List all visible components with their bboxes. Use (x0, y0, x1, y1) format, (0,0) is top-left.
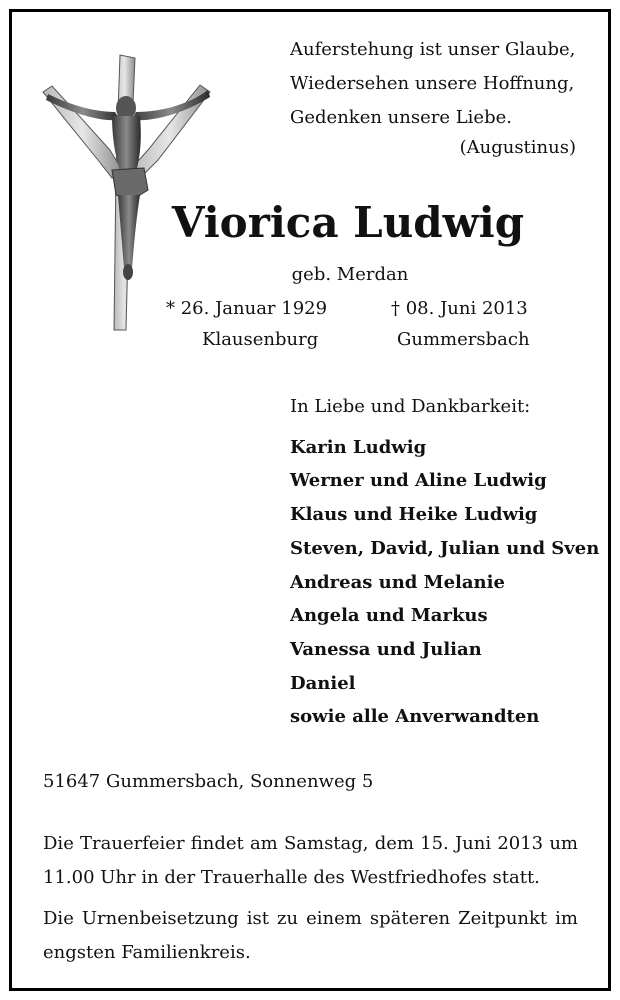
mourner-name: Klaus und Heike Ludwig (290, 504, 538, 525)
quote-line: Wiedersehen unsere Hoffnung, (290, 73, 575, 94)
urn-notice: Die Urnenbeisetzung ist zu einem späteren Zeitpunkt im engsten Familienkreis. (43, 908, 578, 963)
mourner-name: Vanessa und Julian (290, 639, 482, 660)
mourner-name: Andreas und Melanie (290, 572, 505, 593)
quote-line: Auferstehung ist unser Glaube, (290, 39, 576, 60)
mourner-name: Steven, David, Julian und Sven (290, 538, 600, 559)
mourner-name: Karin Ludwig (290, 437, 427, 458)
crucifix-icon (40, 50, 215, 335)
death-place: Gummersbach (397, 329, 530, 350)
funeral-notice: Die Trauerfeier findet am Samstag, dem 15. Juni 2013 um 11.00 Uhr in der Trauerhalle des Westfriedhofes statt. (43, 833, 578, 888)
maiden-name: geb. Merdan (291, 264, 409, 285)
birth-date: * 26. Januar 1929 (166, 298, 328, 319)
mourner-name: sowie alle Anverwandten (290, 706, 540, 727)
birth-place: Klausenburg (202, 329, 319, 350)
death-date: † 08. Juni 2013 (391, 298, 528, 319)
address: 51647 Gummersbach, Sonnenweg 5 (43, 771, 374, 792)
mourner-name: Angela und Markus (290, 605, 488, 626)
mourner-name: Daniel (290, 673, 356, 694)
mourners-intro: In Liebe und Dankbarkeit: (290, 396, 531, 417)
mourner-name: Werner und Aline Ludwig (290, 470, 547, 491)
quote-source: (Augustinus) (459, 137, 576, 158)
quote-line: Gedenken unsere Liebe. (290, 107, 512, 128)
deceased-name: Viorica Ludwig (171, 198, 525, 247)
